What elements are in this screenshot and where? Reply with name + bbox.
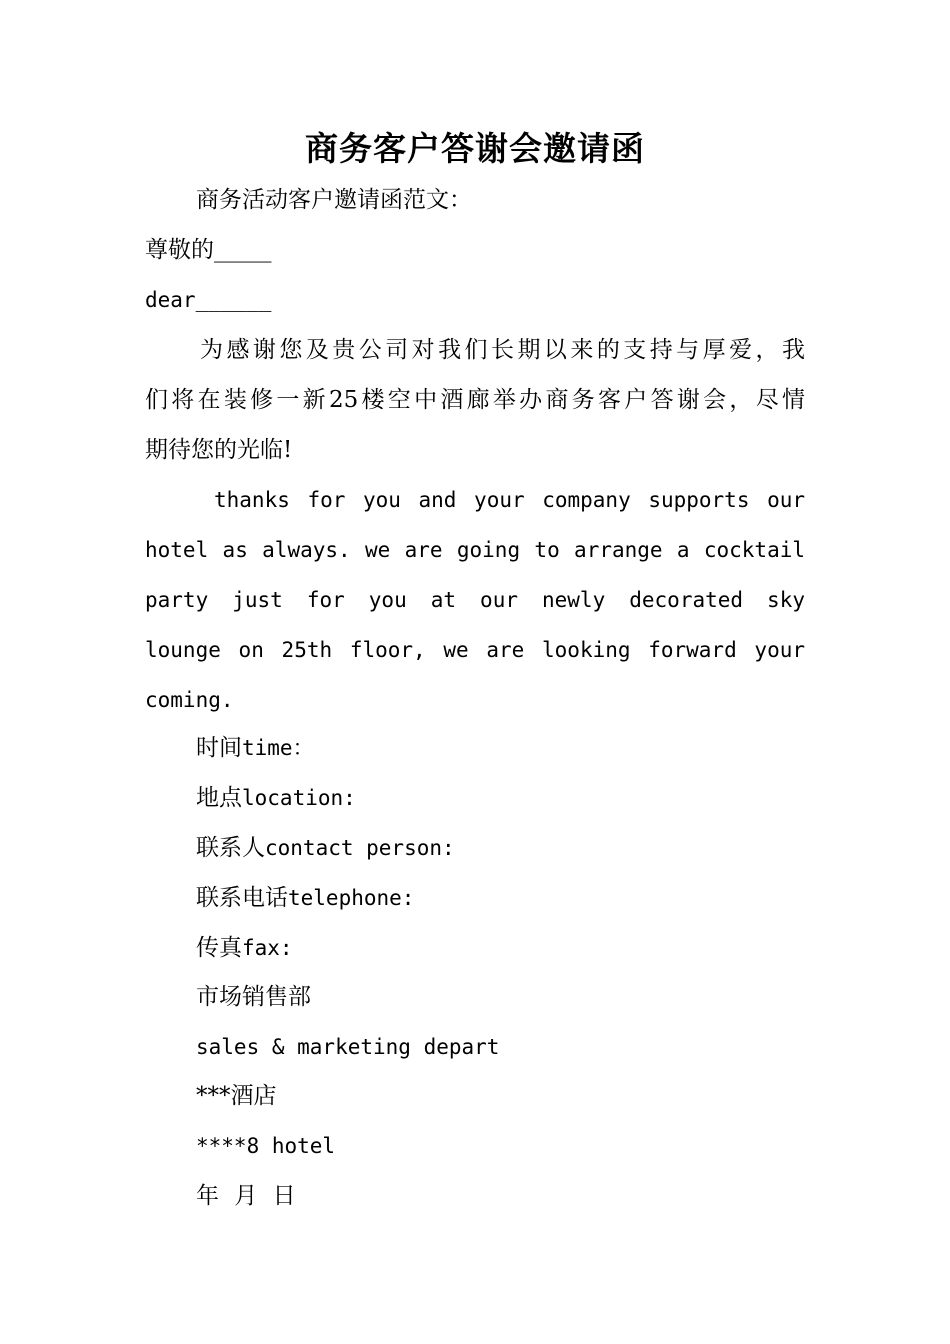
body-chinese-line-2: 们将在装修一新25楼空中酒廊举办商务客户答谢会，尽情	[145, 387, 805, 413]
detail-location-label-en: location:	[242, 786, 356, 810]
salutation-chinese: 尊敬的_____	[145, 237, 272, 263]
signature-department-en: sales & marketing depart	[196, 1035, 500, 1059]
signature-hotel-en: ****8 hotel	[196, 1134, 336, 1158]
detail-location	[196, 783, 356, 813]
signature-department-cn: 市场销售部	[196, 984, 311, 1010]
detail-contact-label-cn: 联系人	[196, 835, 265, 861]
body-english-line-5: coming.	[145, 688, 234, 712]
signature-date: 年 月 日	[196, 1183, 296, 1209]
detail-fax-label-cn: 传真	[196, 935, 242, 961]
detail-fax	[196, 933, 293, 963]
detail-telephone-label-en: telephone:	[288, 886, 415, 910]
detail-location-label-cn: 地点	[196, 785, 242, 811]
body-chinese-line-3: 期待您的光临!	[145, 437, 293, 463]
signature-hotel-cn: ***酒店	[196, 1083, 277, 1109]
body-english-line-4: lounge on 25th floor, we are looking forward your	[145, 638, 805, 662]
detail-time-label-en: time：	[242, 736, 314, 760]
body-chinese-line-1: 为感谢您及贵公司对我们长期以来的支持与厚爱，我	[200, 337, 805, 363]
document-subtitle: 商务活动客户邀请函范文：	[196, 187, 472, 213]
detail-telephone-label-cn: 联系电话	[196, 885, 288, 911]
salutation-english: dear______	[145, 288, 272, 312]
detail-time-label-cn: 时间	[196, 735, 242, 761]
detail-telephone	[196, 883, 414, 913]
detail-fax-label-en: fax:	[242, 936, 293, 960]
body-english-line-1: thanks for you and your company supports our	[214, 488, 805, 512]
detail-contact-label-en: contact person:	[265, 836, 455, 860]
body-english-line-3: party just for you at our newly decorated sky	[145, 588, 805, 612]
detail-time	[196, 733, 314, 763]
body-english-line-2: hotel as always. we are going to arrange a cocktail	[145, 538, 805, 562]
detail-contact	[196, 833, 455, 863]
document-title: 商务客户答谢会邀请函	[305, 129, 645, 168]
